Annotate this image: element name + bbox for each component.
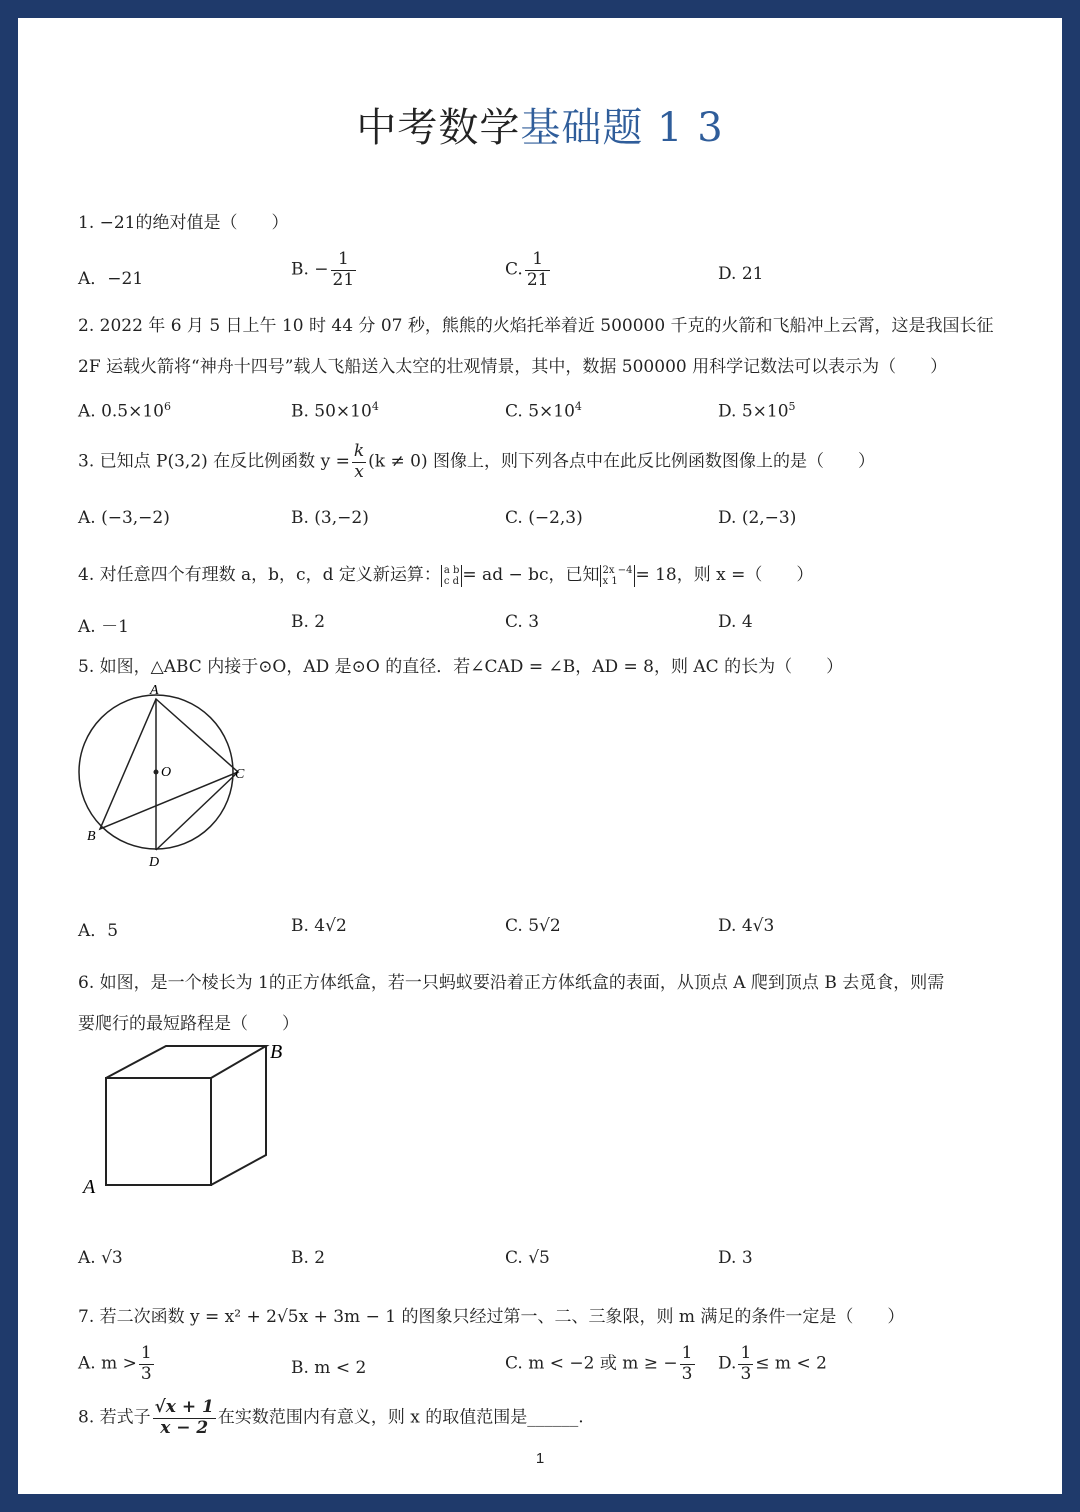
q4-det2-top: 2x −4 [602,564,633,576]
q8-den: x − 2 [160,1417,209,1438]
q1-c-label: C. [505,259,523,280]
label-o: O [161,765,172,780]
q7-a-label: A. m > [78,1353,137,1374]
label-c: C [235,767,245,782]
cube-side-face [211,1046,266,1185]
q4-option-d: D. 4 [718,612,753,632]
q6-option-b: B. 2 [291,1248,326,1268]
q2-c-exp: 4 [574,400,582,413]
cube-figure [78,1038,318,1198]
q2-line2: 2F 运载火箭将“神舟十四号”载人飞船送入太空的壮观情景，其中，数据 500000 用科学记数法可以表示为（ ） [78,357,948,377]
q5-option-c: C. 5√2 [505,916,561,936]
q2-line1: 2. 2022 年 6 月 5 日上午 10 时 44 分 07 秒，熊熊的火焰托举着近 500000 千克的火箭和飞船冲上云霄，这是我国长征 [78,316,994,336]
q6-line1: 6. 如图，是一个棱长为 1的正方体纸盒，若一只蚂蚁要沿着正方体纸盒的表面，从顶点 A 爬到顶点 B 去觅食，则需 [78,973,945,993]
q1-b-label: B. − [291,259,329,280]
q4-det2-bot: x 1 [602,575,618,587]
q6-option-c: C. √5 [505,1248,550,1268]
q2-a-exp: 6 [164,400,171,413]
q2-option-b [291,400,379,422]
center-point [154,770,159,775]
q4-stem-b: = ad − bc，已知 [462,565,600,585]
q4-stem-c: = 18，则 x =（ ） [635,565,814,585]
q4-option-b: B. 2 [291,612,326,632]
cube-front-face [106,1078,211,1185]
q4-det2 [600,565,636,587]
q5-stem: 5. 如图，△ABC 内接于⊙O，AD 是⊙O 的直径．若∠CAD = ∠B，AD = 8，则 AC 的长为（ ） [78,657,844,677]
q7-option-d [718,1344,827,1384]
q5-option-d: D. 4√3 [718,916,775,936]
q4-stem-a: 4. 对任意四个有理数 a，b，c，d 定义新运算： [78,565,441,585]
q8-stem-a: 8. 若式子 [78,1407,151,1428]
q3-x: x [354,461,364,482]
q7-a-num: 1 [140,1343,152,1363]
q7-option-b: B. m < 2 [291,1358,367,1378]
q3-option-c: C. (−2,3) [505,508,583,528]
label-b: B [87,829,96,844]
q7-c-num: 1 [681,1343,693,1363]
cube-label-b: B [270,1041,283,1063]
q7-c-label: C. m < −2 或 m ≥ − [505,1353,678,1374]
label-d: D [149,855,160,870]
q1-option-c [505,250,552,290]
q1-c-den: 21 [526,269,549,290]
circle-figure [73,682,273,872]
q1-c-fraction [525,250,551,290]
q7-option-a [78,1344,156,1384]
q5-option-b: B. 4√2 [291,916,347,936]
cube-label-a: A [83,1176,96,1198]
q2-option-a [78,400,171,422]
q2-d-base: D. 5×10 [718,401,789,422]
segment-cd [156,772,238,850]
q1-option-a: A．−21 [78,269,144,289]
q4-option-c: C. 3 [505,612,540,632]
label-a: A [150,683,159,698]
q1-b-num: 1 [331,250,357,271]
q2-b-exp: 4 [371,400,379,413]
q7-c-fraction [680,1344,695,1384]
q1-b-fraction [331,250,357,290]
q3-option-d: D. (2,−3) [718,508,797,528]
q6-option-a: A. √3 [78,1248,123,1268]
q3-stem-b: (k ≠ 0) 图像上，则下列各点中在此反比例函数图像上的是（ ） [368,451,875,472]
q2-c-base: C. 5×10 [505,401,575,422]
q4-stem [78,560,813,587]
triangle-abc [100,699,238,829]
title-part2: 基础题 1 3 [520,105,724,151]
page-number: 1 [535,1450,545,1467]
q1-b-den: 21 [332,269,355,290]
q3-k: k [353,441,365,461]
q2-b-base: B. 50×10 [291,401,372,422]
q6-option-d: D. 3 [718,1248,753,1268]
q1-option-d: D. 21 [718,264,764,284]
q2-d-exp: 5 [788,400,796,413]
q7-stem: 7. 若二次函数 y = x² + 2√5x + 3m − 1 的图象只经过第一、二、三象限，则 m 满足的条件一定是（ ） [78,1307,905,1327]
q3-stem-a: 3. 已知点 P(3,2) 在反比例函数 y = [78,451,350,472]
q8-stem [78,1398,584,1438]
q1-c-num: 1 [525,250,551,271]
q4-det1 [441,565,463,587]
q2-option-c [505,400,582,422]
page-title [18,96,1062,153]
q8-fraction [153,1398,216,1438]
q7-d-num: 1 [740,1343,752,1363]
q7-d-tail: ≤ m < 2 [755,1353,827,1374]
cube-top-face [106,1046,266,1078]
q4-det1-top: a b [443,564,460,576]
q3-fraction [352,442,366,482]
q4-det1-bot: c d [443,575,460,587]
q3-option-a: A. (−3,−2) [78,508,170,528]
q8-stem-b: 在实数范围内有意义，则 x 的取值范围是______. [217,1407,584,1428]
q7-d-fraction [738,1344,753,1384]
q7-a-fraction [139,1344,154,1384]
q2-a-base: A. 0.5×10 [78,401,164,422]
q7-a-den: 3 [140,1363,152,1384]
q6-line2: 要爬行的最短路程是（ ） [78,1014,299,1034]
q1-option-b [291,250,358,290]
q7-d-den: 3 [740,1363,752,1384]
q4-option-a: A. －1 [78,617,129,637]
q8-num: √x + 1 [154,1397,214,1417]
q1-stem: 1. −21的绝对值是（ ） [78,213,289,233]
q7-d-label: D. [718,1353,737,1374]
q7-option-c [505,1344,697,1384]
title-part1: 中考数学 [356,105,521,151]
page [18,18,1062,1494]
q7-c-den: 3 [681,1363,693,1384]
q2-option-d [718,400,796,422]
q3-option-b: B. (3,−2) [291,508,369,528]
q3-stem [78,442,875,482]
q5-option-a: A．5 [78,921,119,941]
